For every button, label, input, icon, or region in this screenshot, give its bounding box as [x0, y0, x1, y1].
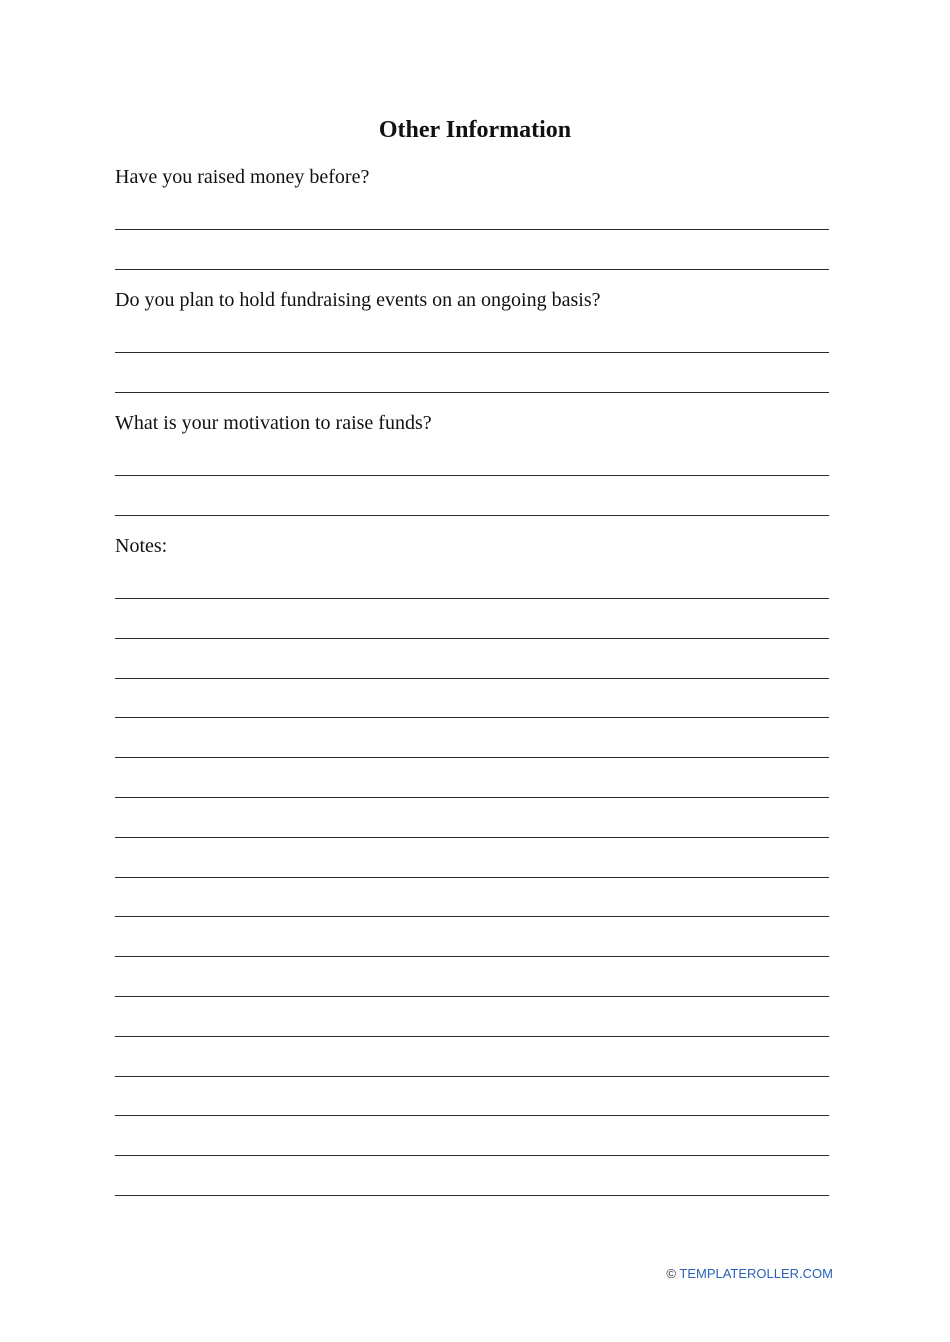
notes-line[interactable]	[115, 916, 829, 917]
answer-line[interactable]	[115, 269, 829, 270]
notes-line[interactable]	[115, 598, 829, 599]
answer-line[interactable]	[115, 352, 829, 353]
copyright-icon: ©	[666, 1266, 676, 1281]
notes-line[interactable]	[115, 996, 829, 997]
answer-line[interactable]	[115, 229, 829, 230]
notes-line[interactable]	[115, 1036, 829, 1037]
notes-line[interactable]	[115, 1195, 829, 1196]
notes-line[interactable]	[115, 797, 829, 798]
question-raised-money: Have you raised money before?	[115, 166, 370, 188]
notes-label: Notes:	[115, 535, 168, 557]
page-title: Other Information	[378, 117, 572, 143]
answer-line[interactable]	[115, 392, 829, 393]
question-motivation: What is your motivation to raise funds?	[115, 412, 432, 434]
notes-line[interactable]	[115, 757, 829, 758]
notes-line[interactable]	[115, 1115, 829, 1116]
templateroller-link[interactable]: TEMPLATEROLLER.COM	[679, 1266, 833, 1281]
notes-line[interactable]	[115, 1076, 829, 1077]
notes-line[interactable]	[115, 956, 829, 957]
notes-line[interactable]	[115, 638, 829, 639]
notes-line[interactable]	[115, 837, 829, 838]
footer	[666, 1266, 833, 1282]
question-fundraising-events: Do you plan to hold fundraising events on an ongoing basis?	[115, 289, 601, 311]
answer-line[interactable]	[115, 515, 829, 516]
answer-line[interactable]	[115, 475, 829, 476]
notes-line[interactable]	[115, 717, 829, 718]
notes-line[interactable]	[115, 678, 829, 679]
notes-line[interactable]	[115, 1155, 829, 1156]
notes-line[interactable]	[115, 877, 829, 878]
